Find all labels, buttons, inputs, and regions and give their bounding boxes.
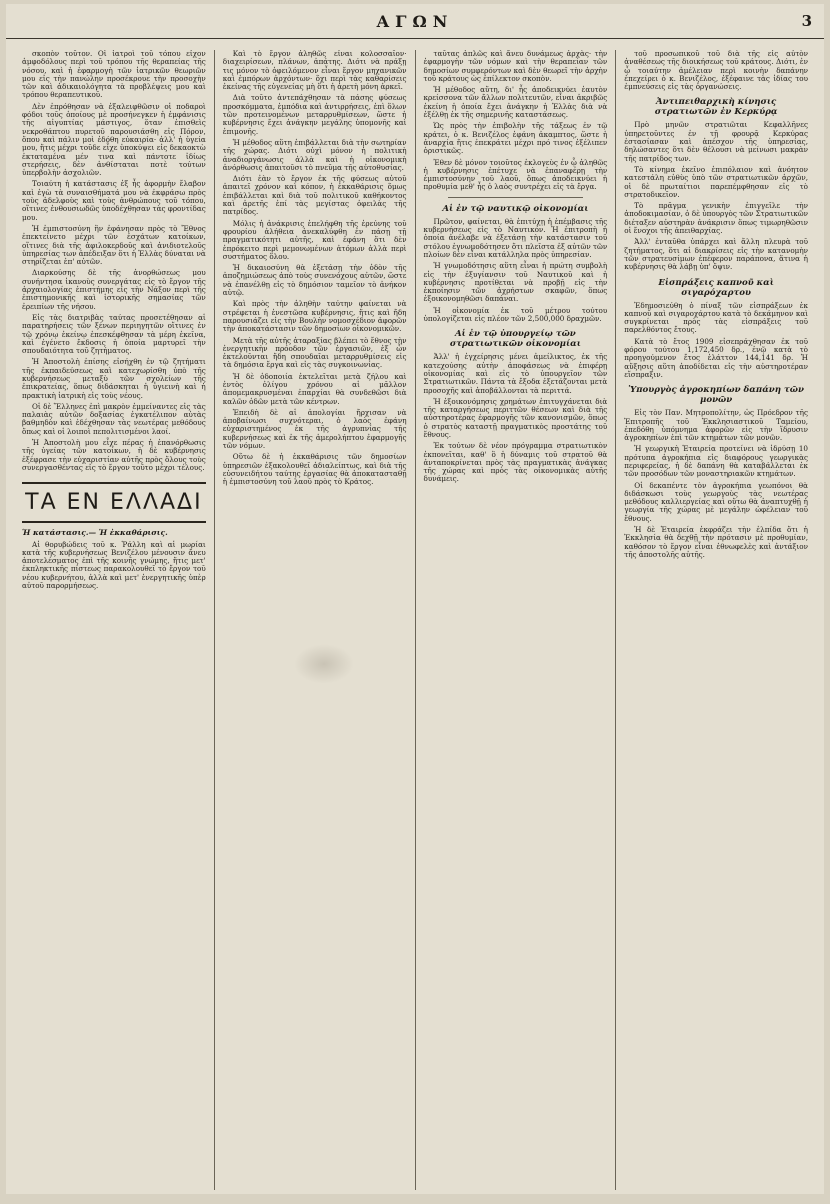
paragraph: Διαρκούσης δὲ τῆς ἀνορθώσεως μου συνήντησα ἱκανοὺς συνεργάτας εἰς τὸ ἔργον τῆς ἀρχαιολογίας ἐπιστήμης εἰς τὴν Νάξον περὶ τῆς ἐπιστημονικῆς καὶ ἱστορικῆς σημασίας τῶν ἐρειπίων τῆς νήσου. <box>22 268 206 311</box>
paragraph: Ἐδημοσιεύθη ὁ πίναξ τῶν εἰσπράξεων ἐκ καπνοῦ καὶ σιγαροχάρτου κατὰ τὸ δεκάμηνον καὶ συγκρίνεται πρὸς τὰς εἰσπράξεις τοῦ παρελθόντος ἔτους. <box>624 300 808 335</box>
paragraph: Τοιαύτη ἡ κατάστασις ἐξ ἧς ἀφορμὴν ἔλαβον καὶ ἐγὼ τὰ συναισθήματά μου νὰ ἐκφράσω πρὸς τοὺς ἀδελφοὺς καὶ τοὺς ἀνθρώπους τοῦ τόπου, οἵτινες ἐνθουσιωδῶς ὑποδέχθησαν τὰς φροντίδας μου. <box>22 179 206 222</box>
paragraph: Ἡ γεωργικὴ Ἑταιρεία προτείνει νὰ ἱδρύσῃ 10 πρότυπα ἀγροκήπια εἰς διαφόρους γεωργικὰς περιφερείας, ἡ δὲ δαπάνη θὰ καταβάλλεται ἐκ τῶν προσόδων τῶν μοναστηριακῶν κτημάτων. <box>624 444 808 479</box>
paragraph: Πρῶτον, φαίνεται, θὰ ἐπιτύχῃ ἡ ἐπέμβασις τῆς κυβερνήσεως εἰς τὸ Ναυτικόν. Ἡ ἐπιτροπὴ ἡ ὁποία ἀνέλαβε νὰ ἐξετάσῃ τὴν κατάστασιν τοῦ στόλου ἐγνωμοδότησεν ὅτι πλεῖστα ἐξ αὐτῶν τῶν πλοίων δὲν εἶναι κατάλληλα πρὸς ὑπηρεσίαν. <box>423 216 608 259</box>
paragraph: Ἡ μέθοδος αὕτη ἐπιβάλλεται διὰ τὴν σωτηρίαν τῆς χώρας. Διότι οὐχὶ μόνον ἡ πολιτικὴ ἀναδιοργάνωσις ἀλλὰ καὶ ἡ οἰκονομικὴ ἀνόρθωσις ἀπαιτοῦσι τὸ πνεῦμα τῆς αὐτοθυσίας. <box>222 137 407 172</box>
paragraph: Ἡ μέθοδος αὕτη, δι' ἧς ἀποδεικνύει ἑαυτὸν κρείσσονα τῶν ἄλλων πολιτευτῶν, εἶναι ἀκριβῶς ἐκείνη ἡ ὁποία ἔχει ἀνάγκην ἡ Ἑλλὰς διὰ νὰ ἐξέλθῃ ἐκ τῆς σημερινῆς καταστάσεως. <box>423 85 608 120</box>
paragraph: Ἐπειδὴ δὲ αἱ ἀπολογίαι ἤρχισαν νὰ ἀποβαίνωσι συχνότεραι, ὁ λαὸς ἐφάνη εὐχαριστημένος ἐκ τῆς ἀγρυπνίας τῆς κυβερνήσεως καὶ ἐκ τῆς ἀμερολήπτου ἐφαρμογῆς τῶν νόμων. <box>222 407 407 451</box>
paragraph: Οὕτω δὲ ἡ ἐκκαθάρισις τῶν δημοσίων ὑπηρεσιῶν ἐξακολουθεῖ ἀδιαλείπτως, καὶ διὰ τῆς εὐσυνειδήτου ταύτης ἐργασίας θὰ ἀποκατασταθῇ ἡ ἐμπιστοσύνη τοῦ λαοῦ πρὸς τὸ Κράτος. <box>222 452 407 487</box>
paragraph: Καὶ τὸ ἔργον ἀληθῶς εἶναι κολοσσαῖον· διαχειρίσεων, πλάνων, ἀπάτης. Διότι νὰ πράξῃ τις μόνον τὸ ὀφειλόμενον εἶναι ἔργον μηχανικῶν καὶ ἐμπόρων ἀρχόντων· ὅχι περὶ τὰς καθαρίσεις ἐκείνας τῆς εὐγενείας μὴ ὅτι ἡ ἀρετὴ μόνη ἀρκεῖ. <box>222 50 407 92</box>
newspaper-title: ΑΓΩΝ <box>376 12 454 31</box>
section-title: ΤΑ ΕΝ ΕΛΛΑΔΙ <box>22 482 206 523</box>
subsection-title: Ἡ κατάστασις.— Ἡ ἐκκαθάρισις. <box>22 528 168 538</box>
paragraph: τοῦ προσωπικοῦ τοῦ διὰ τῆς εἰς αὐτὸν ἀναθέσεως τῆς διοικήσεως τοῦ κράτους. Διότι, ἐν ᾧ τοιαύτην ἀμέλειαν περὶ κοινὴν δαπάνην ἐπεχείρει ὁ κ. Βενιζέλος, ἐξέφαινε τὰς ἰδίας του ἐμπνεύσεις εἰς τὰς ὀργανώσεις. <box>624 50 808 92</box>
paragraph: Ἡ Ἀποστολὴ ἐπίσης εἰσήχθη ἐν τῷ ζητήματι τῆς ἐκπαιδεύσεως καὶ κατεχωρίσθη ὑπὸ τῆς κυβερνήσεως μεταξὺ τῶν σχολείων τῆς ἐπικρατείας, ὅπως διδάσκηται ἡ ὑγιεινὴ καὶ ἡ πρακτικὴ ἰατρικὴ εἰς τοὺς νέους. <box>22 357 206 400</box>
paragraph: Μόλις ἡ ἀνάκρισις ἐπελήφθη τῆς ἐρεύνης τοῦ φρουρίου ἀλήθεια ἀνεκαλύφθη ἐν πάσῃ τῇ πραγματικότητι αὐτῆς, καὶ ἐφάνη ὅτι δὲν ἐπρόκειτο περὶ μεμονωμένων ἀτόμων ἀλλὰ περὶ συστήματος ὅλου. <box>222 218 407 261</box>
paragraph: Ἡ δὲ ὁδοποιία ἐκτελεῖται μετὰ ζήλου καὶ ἐντὸς ὀλίγου χρόνου αἱ μᾶλλον ἀπομεμακρυσμέναι ἐπαρχίαι θὰ συνδεθῶσι διὰ καλῶν ὁδῶν μετὰ τῶν κέντρων. <box>222 371 407 406</box>
column-2 <box>215 50 416 1190</box>
paragraph: Ἐθεν δὲ μόνον τοιοῦτος ἐκλογεὺς ἐν ᾧ ἀληθῶς ἡ κυβέρνησις ἐπέτυχε νὰ ἐπαναφέρῃ τὴν ἐμπιστοσύνην τοῦ λαοῦ, ὅπως ἀποδεικνύει ἡ προθυμία μεθ' ἧς ὁ λαὸς συντρέχει εἰς τὰ ἔργα. <box>423 157 608 192</box>
paragraph: Ἡ ἐμπιστοσύνη ἣν ἐφάνησαν πρὸς τὸ Ἔθνος ἐπεκτείνετο μέχρι τῶν ἐσχάτων κατοίκων, οἵτινες διὰ τῆς ἀφιλοκερδοῦς καὶ ἀνιδιοτελοῦς ὑπηρεσίας των ἀπέδειξαν ὅτι ἡ Ἑλλὰς δύναται νὰ στηρίζεται ἐπ' αὐτῶν. <box>22 223 206 267</box>
paragraph: Ἀλλ' ἐνταῦθα ὑπάρχει καὶ ἄλλη πλευρὰ τοῦ ζητήματος, ὅτι αἱ διακρίσεις εἰς τὴν κατανομὴν τῶν στρατευσίμων ἐπέφερον παράπονα, ἅτινα ἡ κυβέρνησις θὰ λάβῃ ὑπ' ὄψιν. <box>624 237 808 272</box>
paragraph: Ἀλλ' ἡ ἐγχείρησις μένει ἀμείλικτος, ἐκ τῆς κατεχούσης αὐτὴν ἀποφάσεως νὰ ἐπιφέρῃ οἰκονομίας καὶ εἰς τὸ ὑπουργεῖον τῶν Στρατιωτικῶν. Πάντα τὰ ἔξοδα ἐξετάζονται μετὰ προσοχῆς καὶ ἀποβάλλονται τὰ περιττά. <box>423 352 608 395</box>
paragraph: Ἡ οἰκονομία ἐκ τοῦ μέτρου τούτου ὑπολογίζεται εἰς πλέον τῶν 2,500,000 δραχμῶν. <box>423 305 608 324</box>
newspaper-page <box>6 4 824 1194</box>
paragraph: Ἡ ἐξοικονόμησις χρημάτων ἐπιτυγχάνεται διὰ τῆς καταργήσεως περιττῶν θέσεων καὶ διὰ τῆς αὐστηροτέρας ἐφαρμογῆς τῶν κανονισμῶν, ὅπως ὁ στρατὸς καταστῇ πραγματικὸς προστάτης τοῦ ἔθνους. <box>423 396 608 439</box>
paragraph: Αἱ θορυβώδεις τοῦ κ. Ῥάλλη καὶ αἱ μωρίαι κατὰ τῆς κυβερνήσεως Βενιζέλου μένουσιν ἄνευ ἀποτελέσματος ἐπὶ τῆς κοινῆς γνώμης, ἥτις μετ' ἐκπληκτικῆς πίστεως παρακολουθεῖ τὸ ἔργον τοῦ νέου κυβερνήτου, ἀλλὰ καὶ μετ' ἐνεργητικῆς ὑπὲρ αὐτοῦ παρορμήσεως. <box>22 539 206 591</box>
column-3 <box>416 50 617 1190</box>
section-heading-corfu: Ἀντιπειθαρχικὴ κίνησις στρατιωτῶν ἐν Κερκύρᾳ <box>654 97 778 118</box>
section-heading-army: Αἱ ἐν τῷ ὑπουργείῳ τῶν στρατιωτικῶν οἰκονομίαι <box>449 329 581 350</box>
divider <box>448 197 584 198</box>
paragraph: Πρὸ μηνῶν στρατιῶται Κεφαλλῆνες ὑπηρετοῦντες ἐν τῇ φρουρᾷ Κερκύρας ἐστασίασαν καὶ ἀπέσχον τῆς ὑπηρεσίας, δηλώσαντες ὅτι δὲν θέλουσι νὰ μείνωσι μακρὰν τῆς πατρίδος των. <box>624 120 808 163</box>
masthead <box>6 4 824 39</box>
paragraph: σκοπὸν τοῦτον. Οἱ ἰατροὶ τοῦ τόπου εἶχον ἀμφοδόλους περὶ τοῦ τρόπου τῆς θεραπείας τῆς νόσου, καὶ ἡ ἐφαρμογὴ τῶν ἰατρικῶν θεωριῶν μου εἰς τὴν πανώλην προσέκρουε τὴν προσοχὴν τῶν καὶ ἀδικαιολόγητα τὰ προβλέψεις μου καὶ τρόπου θεραπευτικοῦ. <box>22 50 206 100</box>
paragraph: Δὲν ἐπρόθησαν νὰ ἐξαλειφθῶσιν οἱ ποδαροὶ φόδοι τοῦς ὁποίους μὲ προσήνεγκεν ἡ ἐμφάνισις τῆς αἰγυπτίας μάστιγος, ὅταν ἐπισθεὶς νεκροθάπτου πυρετοῦ παρουσιάσθη εἰς Πόρον, ὅπου καὶ πάλιν μοὶ ἐδόθη εὐκαιρία· ἀλλ' ἡ ὑγεία μου, ἥτις μέχρι τοῦδε εἶχε ὑποκύψει εἰς δεκαοκτὼ ἐκταταμένα μέν τινα καὶ πάντοτε ἰδίως στερήσεις, δὲν ἀνθίσταται ποτὲ τούτων ὑπερβολὴν ἀσχολιῶν. <box>22 101 206 178</box>
paragraph: Ἡ δὲ Ἑταιρεία ἐκφράζει τὴν ἐλπίδα ὅτι ἡ Ἐκκλησία θὰ δεχθῇ τὴν πρότασιν μὲ προθυμίαν, καθόσον τὸ ἔργον εἶναι ἐθνωφελὲς καὶ ἀντάξιον τῆς ἀποστολῆς αὐτῆς. <box>624 525 808 559</box>
paragraph: Τὸ κίνημα ἐκεῖνο ἐπιπόλαιον καὶ ἀνόητον κατεστάλη εὐθὺς ὑπὸ τῶν στρατιωτικῶν ἀρχῶν, οἱ δὲ πρωταίτιοι παρεπέμφθησαν εἰς τὸ στρατοδικεῖον. <box>624 164 808 199</box>
paragraph: Οἱ δεκαπέντε τὸν ἀγροκήπια γεωπόνοι θὰ διδάσκωσι τοὺς γεωργοὺς τὰς νεωτέρας μεθόδους καλλιεργείας καὶ οὕτω θὰ ἀναπτυχθῇ ἡ γεωργία τῆς χώρας μὲ μεγάλην ὠφέλειαν τοῦ ἔθνους. <box>624 480 808 523</box>
paragraph: Κατὰ τὸ ἔτος 1909 εἰσεπράχθησαν ἐκ τοῦ φόρου τούτου 1,172,450 δρ., ἐνῷ κατὰ τὸ προηγούμενον ἔτος ἐλάττον 144,141 δρ. Ἡ αὔξησις αὕτη ἀποδίδεται εἰς τὴν αὐστηροτέραν εἴσπραξιν. <box>624 336 808 379</box>
paragraph: Εἰς τὰς διατριβὰς ταύτας προσετέθησαν αἱ παρατηρήσεις τῶν ξένων περιηγητῶν οἵτινες ἐν τῷ χρόνῳ ἐκείνῳ ἐπεσκέφθησαν τὰ μέρη ἐκεῖνα, καὶ ἐγένετο ἔκδοσις ἡ ὁποία μαρτυρεῖ τὴν σπουδαιότητα τοῦ ζητήματος. <box>22 312 206 356</box>
section-heading-tobacco: Εἰσπράξεις καπνοῦ καὶ σιγαρόχαρτου <box>658 277 774 298</box>
paragraph: Τὸ πρᾶγμα γενικὴν ἐπιγγεῖλε τὴν ἀποδοκιμασίαν, ὁ δὲ ὑπουργὸς τῶν Στρατιωτικῶν διέταξεν αὐστηρὰν ἀνάκρισιν ὅπως τιμωρηθῶσιν οἱ ἔνοχοι τῆς ἀπειθαρχίας. <box>624 201 808 236</box>
paragraph: Ὡς πρὸς τὴν ἐπιβολὴν τῆς τάξεως ἐν τῷ κράτει, ὁ κ. Βενιζέλος ἐφάνη ἀκαμπτος, ὥστε ἡ ἀναρχία ἥτις ἐπεκράτει μέχρι πρό τινος ἐξέλιπεν ὁριστικῶς. <box>423 121 608 156</box>
section-heading-agriculture: Ὑπουργὸς ἀγροκηπίων δαπάνη τῶν μονῶν <box>628 385 804 406</box>
article-columns <box>14 50 816 1190</box>
section-heading-navy: Αἱ ἐν τῷ ναυτικῷ οἰκονομίαι <box>442 203 589 214</box>
paragraph: Καὶ πρὸς τὴν ἀληθὴν ταύτην φαίνεται νὰ στρέφεται ἡ ἐνεστῶσα κυβέρνησις, ἥτις καὶ ἤδη παρουσιάζει εἰς τὴν Βουλὴν νομοσχέδιον ἀφορῶν τὴν ἀποκατάστασιν τῶν δημοσίων οἰκονομικῶν. <box>222 299 407 334</box>
paragraph: Εἰς τὸν Παν. Μητροπολίτην, ὡς Πρόεδρον τῆς Ἐπιτροπῆς τοῦ Ἐκκλησιαστικοῦ Ταμείου, ἐπεδόθη ὑπόμνημα ἀφορῶν εἰς τὴν ἵδρυσιν ἀγροκηπίων ἐπὶ τῶν κτημάτων τῶν μονῶν. <box>624 408 808 443</box>
column-4 <box>616 50 816 1190</box>
paragraph: Ἡ Ἀποστολὴ μου εἶχε πέρας ἡ ἐπανόρθωσις τῆς ὑγείας τῶν κατοίκων, ἡ δὲ κυβέρνησις ἐξέφρασε τὴν εὐχαριστίαν αὐτῆς πρὸς ὅλους τοὺς συνεργασθέντας εἰς τὸ ἔργον τοῦτο μέχρι τέλους. <box>22 438 206 472</box>
paragraph: ταῦτας ἁπλῶς καὶ ἄνευ δυνάμεως ἀρχὰς· τὴν ἐφαρμογὴν τῶν νόμων καὶ τὴν θεραπείαν τῶν δημοσίων συμφερόντων καὶ δὲν θεωρεῖ τὴν ἀρχὴν τοῦ κράτους ὡς ἐπίλεκτον σκοπὸν. <box>423 50 608 83</box>
paragraph: Διὰ τοῦτο ἀντεπάχθησαν τὰ πάσης φύσεως προσκόμματα, ἐμπόδια καὶ ἀντιρρήσεις, ἐπὶ ὅλων τῶν προτεινομένων μεταρρυθμίσεων, ὥστε ἡ κυβέρνησις ἔχει ἀνάγκην μεγάλης ὑπομονῆς καὶ ἐπιμονῆς. <box>222 93 407 136</box>
paragraph: Ἐκ τούτων δὲ νέον πρόγραμμα στρατιωτικὸν ἐκπονεῖται, καθ' ὃ ἡ δύναμις τοῦ στρατοῦ θὰ ἀνταποκρίνεται πρὸς τὰς πραγματικὰς ἀνάγκας τῆς χώρας καὶ πρὸς τὰς οἰκονομικὰς αὐτῆς δυνάμεις. <box>423 441 608 484</box>
paragraph: Ἡ γνωμοδότησις αὕτη εἶναι ἡ πρώτη συμβολὴ εἰς τὴν ἐξυγίανσιν τοῦ Ναυτικοῦ καὶ ἡ κυβέρνησις προτίθεται νὰ προβῇ εἰς τὴν ἐκποίησιν τῶν ἀχρήστων σκαφῶν, ὅπως ἐξοικονομηθῶσι δαπάναι. <box>423 261 608 304</box>
column-1 <box>14 50 215 1190</box>
page-number: 3 <box>801 12 812 30</box>
paragraph: Οἱ δὲ Ἕλληνες ἐπὶ μακρὸν ἐμμείναντες εἰς τὰς παλαιὰς αὐτῶν δοξασίας ἐγκατέλιπον αὐτὰς βαθμηδὸν καὶ ἐδέχθησαν τὰς νεωτέρας μεθόδους ὅπως καὶ οἱ λοιποὶ πεπολιτισμένοι λαοί. <box>22 401 206 436</box>
paragraph: Διότι ἐὰν τὸ ἔργον ἐκ τῆς φύσεως αὐτοῦ ἀπαιτεῖ χρόνον καὶ κόπον, ἡ ἐκκαθάρισις ὅμως ἐπιβάλλεται καὶ διὰ τοῦ πολιτικοῦ καθήκοντος καὶ ἀρετῆς ἐπί τὰς μεγίστας ὀφειλὰς τῆς πατρίδος. <box>222 174 407 217</box>
paragraph: Ἡ δικαιοσύνη θὰ ἐξετάσῃ τὴν ὁδὸν τῆς ἀποζημιώσεως ἀπὸ τοὺς συνενόχους αὐτῶν, ὥστε νὰ ἐπανέλθῃ εἰς τὸ δημόσιον ταμεῖον τὸ ἀνήκον αὐτῷ. <box>222 263 407 298</box>
paragraph: Μετὰ τῆς αὐτῆς ἀταραξίας βλέπει τὸ ἔθνος τὴν ἐνεργητικὴν πρόοδον τῶν ἐργασιῶν, ἐξ ὧν ἐκτελοῦνται ἤδη σπουδαῖαι μεταρρυθμίσεις εἰς τὰ δημόσια ἔργα καὶ εἰς τὰς συγκοινωνίας. <box>222 335 407 370</box>
